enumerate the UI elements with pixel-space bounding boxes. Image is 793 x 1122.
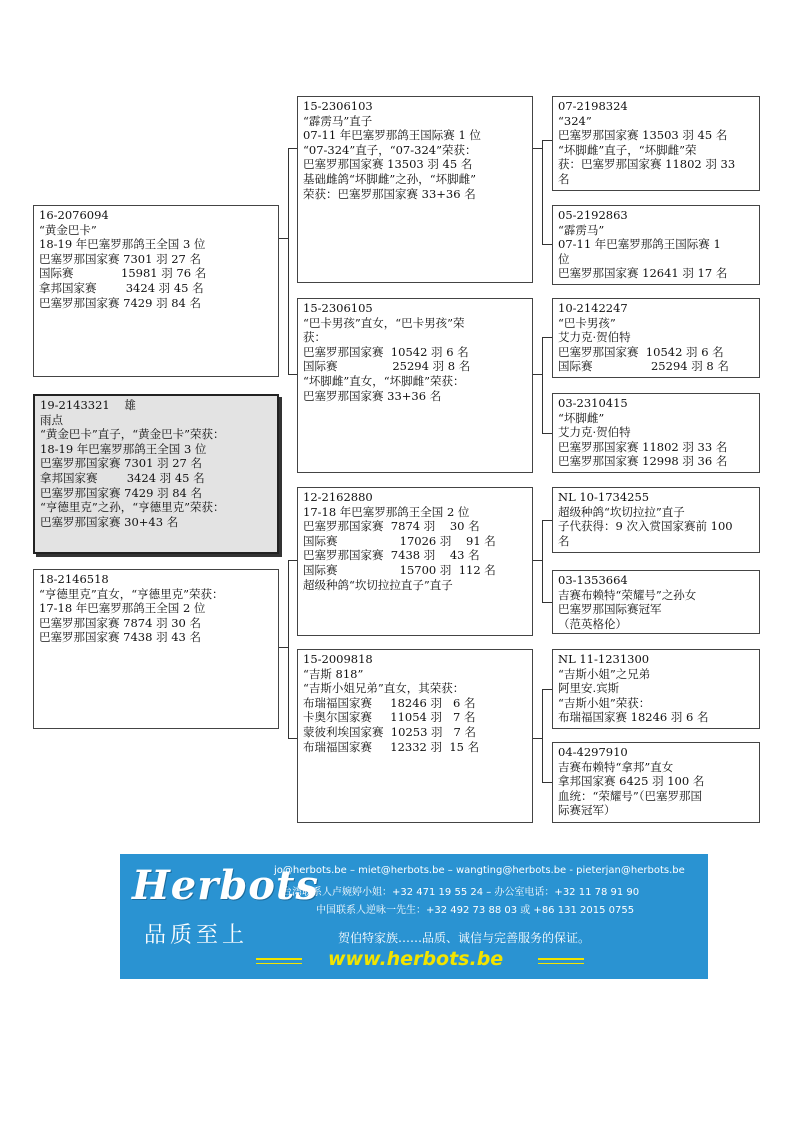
subject-line: 巴塞罗那国家赛 7429 羽 84 名 — [40, 485, 203, 500]
ggp-line: NL 10-1734255 — [558, 490, 650, 504]
sire-line: 18-19 年巴塞罗那鸽王全国 3 位 — [39, 237, 206, 252]
dam-line: 17-18 年巴塞罗那鸽王全国 2 位 — [39, 601, 206, 616]
connector — [542, 140, 552, 141]
ggp-line: 巴塞罗那国际赛冠军 — [558, 602, 662, 617]
banner-rule-left — [256, 963, 302, 964]
sire-box — [33, 205, 279, 377]
dam-sire-line: 国际赛 15700 羽 112 名 — [303, 562, 496, 577]
ggp-box-7 — [552, 649, 760, 729]
connector — [542, 520, 543, 602]
sire-dam-line: “坏脚雌”直女，“坏脚雌”荣获： — [303, 373, 465, 388]
banner-rule-right — [538, 963, 584, 964]
ggp-line: 子代获得：9 次入赏国家赛前 100 — [558, 519, 733, 534]
connector — [542, 433, 552, 434]
sire-dam-line: 国际赛 25294 羽 8 名 — [303, 359, 471, 374]
sire-dam-line: “巴卡男孩”直女，“巴卡男孩”荣 — [303, 315, 465, 330]
banner-website-link[interactable]: www.herbots.be — [328, 948, 504, 970]
ggp-line: NL 11-1231300 — [558, 652, 650, 666]
banner-china-contact: 中国联系人逆咏一先生：+32 492 73 88 03 或 +86 131 2015 0755 — [316, 905, 635, 916]
banner-taiwan-contact: 台湾联系人卢婉婷小姐：+32 471 19 55 24 – 办公室电话：+32 11 78 91 90 — [282, 887, 640, 898]
sire-sire-line: “霹雳马”直子 — [303, 113, 373, 128]
subject-line: 拿邦国家赛 3424 羽 45 名 — [40, 470, 205, 485]
ggp-box-4 — [552, 393, 760, 473]
connector — [542, 689, 552, 690]
ggp-line: 07-11 年巴塞罗那鸽王国际赛 1 — [558, 237, 721, 252]
ggp-line: 艾力克·贺伯特 — [558, 330, 631, 345]
ggp-line: 国际赛 25294 羽 8 名 — [558, 359, 729, 374]
ggp-box-3 — [552, 298, 760, 378]
sire-dam-line: 巴塞罗那国家赛 33+36 名 — [303, 388, 442, 403]
herbots-logo: Herbots — [132, 862, 319, 909]
ggp-line: “霹雳马” — [558, 222, 605, 237]
ggp-line: 巴塞罗那国家赛 11802 羽 33 名 — [558, 439, 728, 454]
ggp-line: 巴塞罗那国家赛 12998 羽 36 名 — [558, 454, 728, 469]
connector — [542, 782, 552, 783]
dam-dam-line: 蒙彼利埃国家赛 10253 羽 7 名 — [303, 724, 476, 739]
connector — [278, 647, 288, 648]
ggp-line: “坏脚雌” — [558, 410, 605, 425]
subject-line: 19-2143321 雄 — [40, 398, 136, 412]
banner-tagline: 贺伯特家族……品质、诚信与完善服务的保证。 — [338, 931, 591, 945]
sire-line: 国际赛 15981 羽 76 名 — [39, 266, 207, 281]
dam-dam-line: “吉斯小姐兄弟”直女，其荣获： — [303, 681, 465, 696]
connector — [532, 560, 542, 561]
ggp-line: 07-2198324 — [558, 99, 628, 113]
subject-line: 雨点 — [40, 412, 63, 427]
ggp-line: 10-2142247 — [558, 301, 628, 315]
ggp-line: “吉斯小姐”之兄弟 — [558, 666, 651, 681]
ggp-line: “坏脚雌”直子，“坏脚雌”荣 — [558, 142, 697, 157]
sire-line: 巴塞罗那国家赛 7429 羽 84 名 — [39, 295, 202, 310]
subject-line: “亨德里克”之孙，“亨德里克”荣获： — [40, 500, 225, 515]
ggp-line: 03-2310415 — [558, 396, 628, 410]
sire-sire-line: “07-324”直子，“07-324”荣获： — [303, 142, 477, 157]
sire-line: 巴塞罗那国家赛 7301 羽 27 名 — [39, 251, 202, 266]
banner-emails[interactable]: jo@herbots.be – miet@herbots.be – wangting@herbots.be - pieterjan@herbots.be — [274, 865, 685, 876]
ggp-line: 布瑞福国家赛 18246 羽 6 名 — [558, 710, 709, 725]
ggp-line: 巴塞罗那国家赛 10542 羽 6 名 — [558, 344, 724, 359]
sire-sire-line: 基础雌鸽“坏脚雌”之孙，“坏脚雌” — [303, 171, 477, 186]
ggp-box-2 — [552, 205, 760, 285]
sire-dam-line: 获： — [303, 330, 326, 345]
ggp-line: 03-1353664 — [558, 573, 628, 587]
sire-line: 16-2076094 — [39, 208, 109, 222]
connector — [532, 374, 542, 375]
ggp-line: （范英格伦） — [558, 616, 627, 631]
banner-slogan: 品质至上 — [144, 923, 249, 948]
ggp-line: “324” — [558, 113, 592, 128]
ggp-line: 血统：“荣耀号”（巴塞罗那国 — [558, 788, 703, 803]
connector — [542, 689, 543, 782]
sire-dam-box — [297, 298, 533, 473]
ggp-line: 05-2192863 — [558, 208, 628, 222]
dam-line: 18-2146518 — [39, 572, 109, 586]
connector — [532, 738, 542, 739]
connector — [542, 520, 552, 521]
connector — [278, 238, 288, 239]
sire-line: “黄金巴卡” — [39, 222, 97, 237]
connector — [542, 244, 552, 245]
subject-box — [33, 394, 279, 554]
sire-sire-line: 15-2306103 — [303, 99, 373, 113]
connector — [542, 337, 543, 433]
sire-dam-line: 15-2306105 — [303, 301, 373, 315]
subject-line: 巴塞罗那国家赛 30+43 名 — [40, 514, 179, 529]
connector — [542, 602, 552, 603]
ggp-line: 艾力克·贺伯特 — [558, 425, 631, 440]
ggp-box-8 — [552, 742, 760, 823]
connector — [542, 337, 552, 338]
dam-sire-line: 17-18 年巴塞罗那鸽王全国 2 位 — [303, 504, 470, 519]
banner-rule-right — [538, 958, 584, 960]
dam-line: 巴塞罗那国家赛 7874 羽 30 名 — [39, 615, 202, 630]
connector — [542, 140, 543, 244]
sire-line: 拿邦国家赛 3424 羽 45 名 — [39, 280, 204, 295]
dam-dam-line: 布瑞福国家赛 18246 羽 6 名 — [303, 695, 476, 710]
ggp-box-5 — [552, 487, 760, 553]
sire-sire-line: 荣获：巴塞罗那国家赛 33+36 名 — [303, 186, 476, 201]
ggp-line: 位 — [558, 251, 570, 266]
dam-sire-box — [297, 487, 533, 636]
subject-line: 18-19 年巴塞罗那鸽王全国 3 位 — [40, 441, 207, 456]
dam-dam-line: 卡奥尔国家赛 11054 羽 7 名 — [303, 710, 476, 725]
ggp-line: 巴塞罗那国家赛 13503 羽 45 名 — [558, 128, 728, 143]
ggp-line: 名 — [558, 533, 570, 548]
ggp-line: 名 — [558, 171, 570, 186]
subject-line: 巴塞罗那国家赛 7301 羽 27 名 — [40, 456, 203, 471]
ggp-line: 阿里安.宾斯 — [558, 681, 620, 696]
ggp-line: “吉斯小姐”荣获： — [558, 695, 651, 710]
ggp-line: 巴塞罗那国家赛 12641 羽 17 名 — [558, 266, 728, 281]
dam-sire-line: 国际赛 17026 羽 91 名 — [303, 533, 496, 548]
dam-sire-line: 超级种鸽“坎切拉拉直子”直子 — [303, 577, 453, 592]
dam-line: 巴塞罗那国家赛 7438 羽 43 名 — [39, 630, 202, 645]
banner-rule-left — [256, 958, 302, 960]
ggp-line: 04-4297910 — [558, 745, 628, 759]
ggp-line: 际赛冠军） — [558, 803, 616, 818]
sire-sire-line: 巴塞罗那国家赛 13503 羽 45 名 — [303, 157, 473, 172]
sire-dam-line: 巴塞罗那国家赛 10542 羽 6 名 — [303, 344, 469, 359]
connector — [288, 148, 289, 374]
dam-dam-line: 布瑞福国家赛 12332 羽 15 名 — [303, 739, 480, 754]
ggp-line: 获：巴塞罗那国家赛 11802 羽 33 — [558, 157, 736, 172]
connector — [288, 560, 289, 738]
ggp-box-6 — [552, 570, 760, 634]
dam-sire-line: 12-2162880 — [303, 490, 373, 504]
dam-sire-line: 巴塞罗那国家赛 7874 羽 30 名 — [303, 519, 480, 534]
subject-line: “黄金巴卡”直子，“黄金巴卡”荣获： — [40, 427, 225, 442]
ggp-line: 吉赛布赖特“荣耀号”之孙女 — [558, 587, 697, 602]
ggp-box-1 — [552, 96, 760, 191]
ggp-line: 超级种鸽“坎切拉拉”直子 — [558, 504, 685, 519]
herbots-banner — [120, 854, 708, 979]
dam-dam-box — [297, 649, 533, 823]
connector — [532, 148, 542, 149]
dam-sire-line: 巴塞罗那国家赛 7438 羽 43 名 — [303, 548, 480, 563]
ggp-line: 拿邦国家赛 6425 羽 100 名 — [558, 774, 705, 789]
dam-dam-line: 15-2009818 — [303, 652, 373, 666]
ggp-line: “巴卡男孩” — [558, 315, 616, 330]
dam-dam-line: “吉斯 818” — [303, 666, 364, 681]
sire-sire-line: 07-11 年巴塞罗那鸽王国际赛 1 位 — [303, 128, 481, 143]
dam-box — [33, 569, 279, 729]
sire-sire-box — [297, 96, 533, 283]
dam-line: “亨德里克”直女，“亨德里克”荣获： — [39, 586, 224, 601]
ggp-line: 吉赛布赖特“拿邦”直女 — [558, 759, 674, 774]
